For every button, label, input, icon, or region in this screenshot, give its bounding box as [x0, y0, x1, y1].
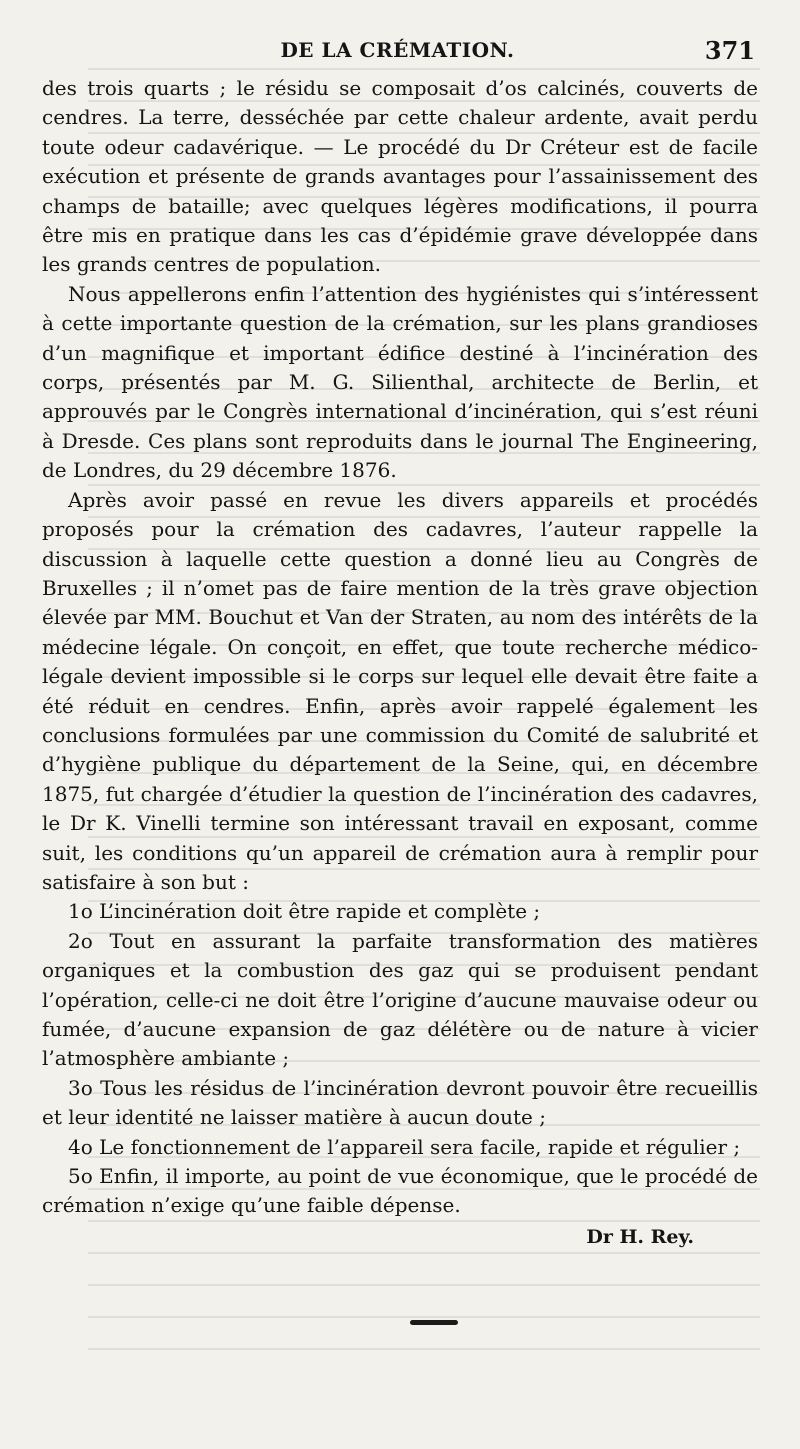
condition-item-5: 5o Enfin, il importe, au point de vue économique, que le procédé de crémation n’exige qu’une faible dépense. [42, 1164, 758, 1218]
author-signature: Dr H. Rey. [586, 1225, 694, 1248]
condition-item-1: 1o L’incinération doit être rapide et complète ; [68, 899, 541, 924]
body-text [42, 74, 758, 1252]
condition-item-3: 3o Tous les résidus de l’incinération devront pouvoir être recueillis et leur identité ne laisser matière à aucun doute ; [42, 1075, 758, 1130]
page-number: 371 [704, 36, 755, 65]
paragraph-continuation: des trois quarts ; le résidu se composait d’os calcinés, couverts de cendres. La terre, desséchée par cette chaleur ardente, avait perdu toute odeur cadavérique. — Le procédé du Dr Créteur est de facile exécution et présente de grands avantages pour l’assainissement des champs de bataille; avec quelques légères modifications, il pourra être mis en pratique dans les cas d’épidémie grave développée dans les grands centres de population. [42, 76, 758, 277]
running-title: DE LA CRÉMATION. [280, 38, 515, 62]
paragraph-review: Après avoir passé en revue les divers appareils et procédés proposés pour la crémation des cadavres, l’auteur rappelle la discussion à laquelle cette question a donné lieu au Congrès de Bruxelles ; il n’omet pas de faire mention de la très grave objection élevée par MM. Bouchut et Van der Straten, au nom des intérêts de la médecine légale. On conçoit, en effet, que toute recherche médico-légale devient impossible si le corps sur lequel elle devait être faite a été réduit en cendres. Enfin, après avoir rappelé également les conclusions formulées par une commission du Comité de salubrité et d’hygiène publique du département de la Seine, qui, en décembre 1875, fut chargée d’étudier la question de l’incinération des cadavres, le Dr K. Vinelli termine son intéressant travail en exposant, comme suit, les conditions qu’un appareil de crémation aura à remplir pour satisfaire à son but : [42, 487, 758, 894]
page-header [40, 36, 755, 68]
condition-item-2: 2o Tout en assurant la parfaite transformation des matières organiques et la combustion des gaz qui se produisent pendant l’opération, celle-ci ne doit être l’origine d’aucune mauvaise odeur ou fumée, d’aucune expansion de gaz délétère ou de nature à vicier l’atmosphère ambiante ; [42, 928, 758, 1071]
condition-item-4: 4o Le fonctionnement de l’appareil sera facile, rapide et régulier ; [68, 1134, 741, 1159]
paragraph-silienthal: Nous appellerons enfin l’attention des hygiénistes qui s’intéressent à cette importante question de la crémation, sur les plans grandioses d’un magnifique et important édifice destiné à l’incinération des corps, présentés par M. G. Silienthal, architecte de Berlin, et approuvés par le Congrès international d’incinération, qui s’est réuni à Dresde. Ces plans sont reproduits dans le journal The Engineering, de Londres, du 29 décembre 1876. [42, 281, 758, 483]
section-end-rule [410, 1320, 458, 1325]
